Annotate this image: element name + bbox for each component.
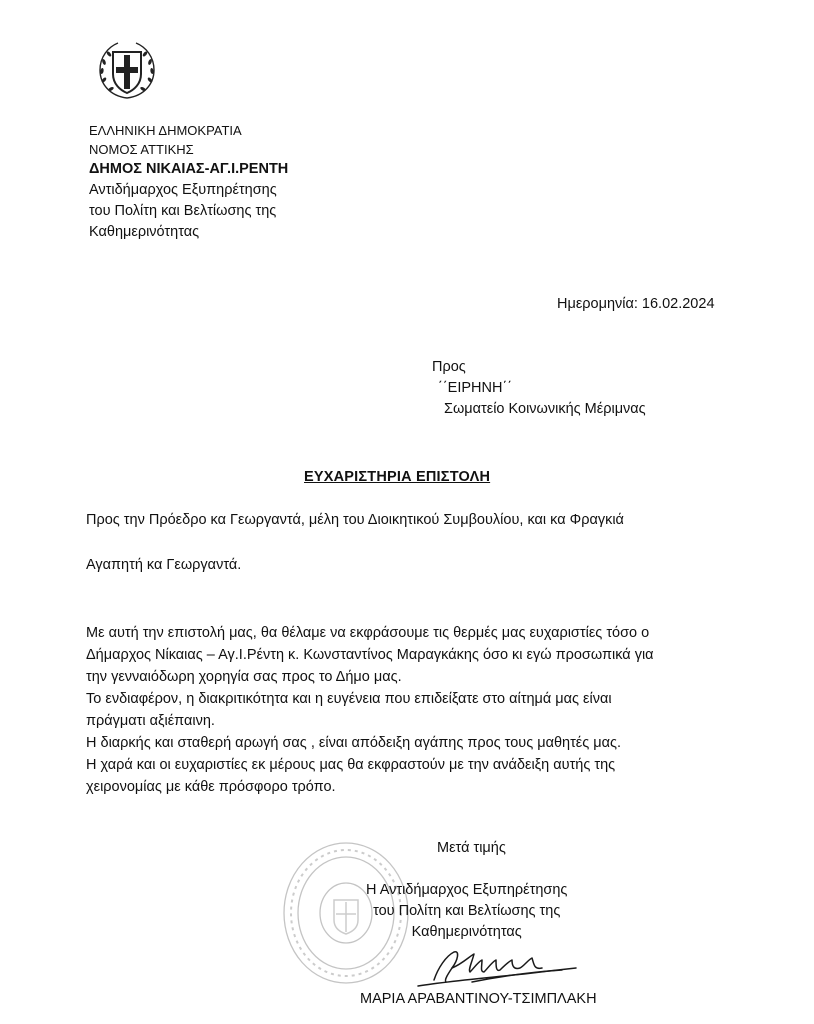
country-name: ΕΛΛΗΝΙΚΗ ΔΗΜΟΚΡΑΤΙΑ — [89, 123, 242, 138]
signature-title-line: Καθημερινότητας — [411, 924, 522, 940]
recipient-to: Προς — [432, 359, 466, 375]
office-line-3: Καθημερινότητας — [89, 224, 200, 240]
greeting: Αγαπητή κα Γεωργαντά. — [86, 557, 242, 573]
body-line: Η χαρά και οι ευχαριστίες εκ μέρους μας θα εκφραστούν με την ανάδειξη αυτής της — [86, 757, 616, 773]
signature-title-line: του Πολίτη και Βελτίωσης της — [373, 903, 561, 919]
letter-subject: ΕΥΧΑΡΙΣΤΗΡΙΑ ΕΠΙΣΤΟΛΗ — [304, 469, 491, 485]
body-line: πράγματι αξιέπαινη. — [86, 713, 215, 729]
signature-title — [366, 880, 567, 943]
recipient-organization: Σωματείο Κοινωνικής Μέριμνας — [444, 401, 646, 417]
signature-title-line: Η Αντιδήμαρχος Εξυπηρέτησης — [366, 882, 568, 898]
handwritten-signature-icon — [412, 942, 582, 997]
body-line: την γενναιόδωρη χορηγία σας προς το Δήμο μας. — [86, 669, 402, 685]
body-line: Το ενδιαφέρον, η διακριτικότητα και η ευγένεια που επιδείξατε στο αίτημά μας είναι — [86, 691, 612, 707]
body-line: Η διαρκής και σταθερή αρωγή σας , είναι απόδειξη αγάπης προς τους μαθητές μας. — [86, 735, 622, 751]
signer-name: ΜΑΡΙΑ ΑΡΑΒΑΝΤΙΝΟΥ-ΤΣΙΜΠΛΑΚΗ — [360, 991, 597, 1007]
letter-body — [86, 622, 654, 798]
body-line: χειρονομίας με κάθε πρόσφορο τρόπο. — [86, 779, 336, 795]
office-line-1: Αντιδήμαρχος Εξυπηρέτησης — [89, 182, 277, 198]
addressees-line: Προς την Πρόεδρο κα Γεωργαντά, μέλη του Διοικητικού Συμβουλίου, και κα Φραγκιά — [86, 512, 624, 528]
letterhead — [89, 121, 288, 243]
closing-phrase: Μετά τιμής — [437, 840, 506, 856]
municipality-name: ΔΗΜΟΣ ΝΙΚΑΙΑΣ-ΑΓ.Ι.ΡΕΝΤΗ — [89, 161, 289, 177]
letter-date: Ημερομηνία: 16.02.2024 — [557, 296, 715, 312]
recipient-name: ΄΄ΕΙΡΗΝΗ΄΄ — [438, 380, 513, 396]
greek-emblem-icon — [96, 40, 158, 102]
body-line: Με αυτή την επιστολή μας, θα θέλαμε να εκφράσουμε τις θερμές μας ευχαριστίες τόσο ο — [86, 625, 650, 641]
office-line-2: του Πολίτη και Βελτίωσης της — [89, 203, 277, 219]
body-line: Δήμαρχος Νίκαιας – Αγ.Ι.Ρέντη κ. Κωνσταντίνος Μαραγκάκης όσο κι εγώ προσωπικά για — [86, 647, 654, 663]
recipient-block — [432, 357, 646, 420]
prefecture-name: ΝΟΜΟΣ ΑΤΤΙΚΗΣ — [89, 142, 194, 157]
